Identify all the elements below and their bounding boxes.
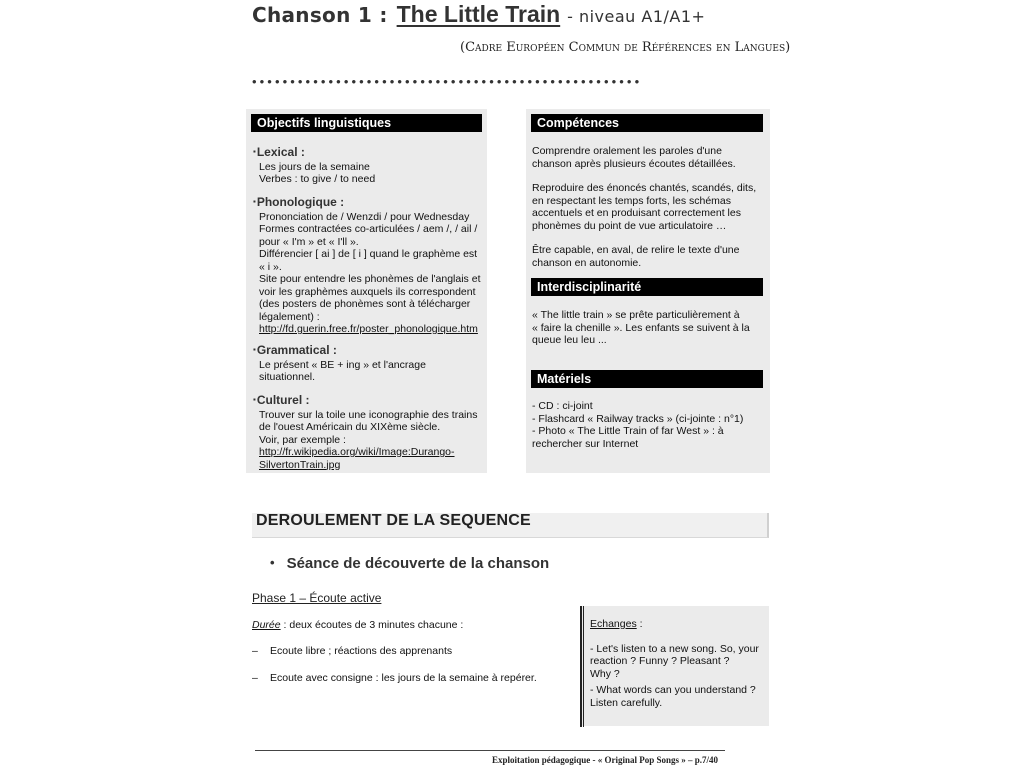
culturel-section [253,394,477,471]
phonologique-title: ▪ Phonologique : [253,196,480,211]
phonologique-line: légalement) : [259,310,320,323]
materiels-line: rechercher sur Internet [532,437,639,450]
culturel-line: Trouver sur la toile une iconographie des trains [259,408,478,421]
echanges-line: - Let's listen to a new song. So, your [590,642,759,655]
competences-line: phonèmes du point de vue articulatoire … [532,219,727,232]
echanges-text [590,618,759,709]
phonologique-line: (des posters de phonèmes sont à télécharger [259,298,471,310]
listening-item: – Ecoute avec consigne : les jours de la semaine à repérer. [252,672,537,684]
interdisciplinarite-text [532,309,750,347]
title-level: - niveau A1/A1+ [567,7,706,26]
competences-line: Être capable, en aval, de relire le texte d'une [532,244,740,256]
page-footer: Exploitation pédagogique - « Original Pop Songs » – p.7/40 [492,755,719,765]
materiels-heading: Matériels [531,370,763,388]
phonologique-line: Site pour entendre les phonèmes de l'anglais et [259,273,481,285]
sequence-header [252,513,769,538]
wikipedia-train-link-cont[interactable]: SilvertonTrain.jpg [259,458,341,471]
grammatical-line: Le présent « BE + ing » et l'ancrage [259,358,426,371]
materiels-text [532,400,743,450]
echanges-line: reaction ? Funny ? Pleasant ? [590,655,730,667]
objectifs-heading: Objectifs linguistiques [251,114,482,132]
phonologique-section [253,196,480,336]
competences-line: chanson après plusieurs écoutes détaillées. [532,157,736,170]
phonologique-line: Différencier [ ai ] de [ i ] quand le graphème est [259,248,478,260]
phonologique-line: pour « I'm » et « I'll ». [259,235,359,248]
session-bullet [270,555,550,572]
materiels-line: - CD : ci-joint [532,400,593,412]
echanges-line: Listen carefully. [590,696,663,709]
phonology-poster-link[interactable]: http://fd.guerin.free.fr/poster_phonologique.htm [259,323,478,335]
competences-text [532,145,756,269]
song-title: The Little Train [396,1,561,27]
materiels-line: - Flashcard « Railway tracks » (ci-jointe : n°1) [532,412,744,425]
bullet-icon: • [270,555,275,570]
competences-line: accentuels et en produisant correctement les [532,207,741,219]
competences-line: chanson en autonomie. [532,256,642,269]
dotted-divider: ••••••••••••••••••••••••••••••••••••••••••••••••••• [252,74,643,89]
listening-item: – Ecoute libre ; réactions des apprenants [252,645,453,657]
grammatical-section [253,344,426,384]
phonologique-line: « i ». [259,260,282,273]
echanges-title: Echanges [590,618,637,630]
phonologique-line: Formes contractées co-articulées / aem /, / ail / [259,223,478,235]
phase-title: Phase 1 – Écoute active [252,591,382,605]
grammatical-title: ▪ Grammatical : [253,344,426,359]
footer-rule [255,750,725,751]
competences-heading: Compétences [531,114,763,132]
lexical-title: ▪ Lexical : [253,146,375,161]
duree-label: Durée [252,619,281,631]
phonologique-line: Prononciation de / Wenzdi / pour Wednesday [259,210,470,223]
title-prefix: Chanson 1 : [252,3,388,27]
interdisciplinarite-line: « faire la chenille ». Les enfants se suivent à la [532,321,750,334]
echanges-divider [580,606,582,727]
wikipedia-train-link[interactable]: http://fr.wikipedia.org/wiki/Image:Durango- [259,446,455,458]
culturel-title: ▪ Culturel : [253,394,477,409]
competences-line: Comprendre oralement les paroles d'une [532,145,722,157]
echanges-colon: : [636,618,643,630]
listening-item-text: Ecoute avec consigne : les jours de la semaine à repérer. [270,672,537,684]
competences-line: Reproduire des énoncés chantés, scandés, dits, [532,182,757,194]
culturel-line: Voir, par exemple : [259,433,346,446]
lexical-line: Verbes : to give / to need [259,173,376,185]
echanges-line: Why ? [590,667,620,680]
phonologique-line: voir les graphèmes auxquels ils correspondent [259,285,476,298]
lexical-line: Les jours de la semaine [259,160,370,173]
interdisciplinarite-heading: Interdisciplinarité [531,278,763,296]
page-subtitle: (Cadre Européen Commun de Références en Langues) [460,40,791,55]
culturel-line: de l'ouest Américain du XIXème siècle. [259,421,441,433]
sequence-header-text: DEROULEMENT DE LA SEQUENCE [256,512,531,529]
session-title: Séance de découverte de la chanson [286,555,550,572]
interdisciplinarite-line: « The little train » se prête particulièrement à [532,309,740,321]
competences-line: en respectant les temps forts, les schémas [532,194,732,207]
listening-item-text: Ecoute libre ; réactions des apprenants [270,645,453,657]
page-title [252,1,706,27]
interdisciplinarite-line: queue leu leu ... [532,334,607,346]
duree-text: : deux écoutes de 3 minutes chacune : [280,619,464,631]
materiels-line: - Photo « The Little Train of far West » : à [532,425,724,437]
duree-line [252,619,463,632]
echanges-line: - What words can you understand ? [590,684,756,696]
grammatical-line: situationnel. [259,371,316,383]
lexical-section [253,146,375,186]
echanges-divider-thin [583,606,584,727]
